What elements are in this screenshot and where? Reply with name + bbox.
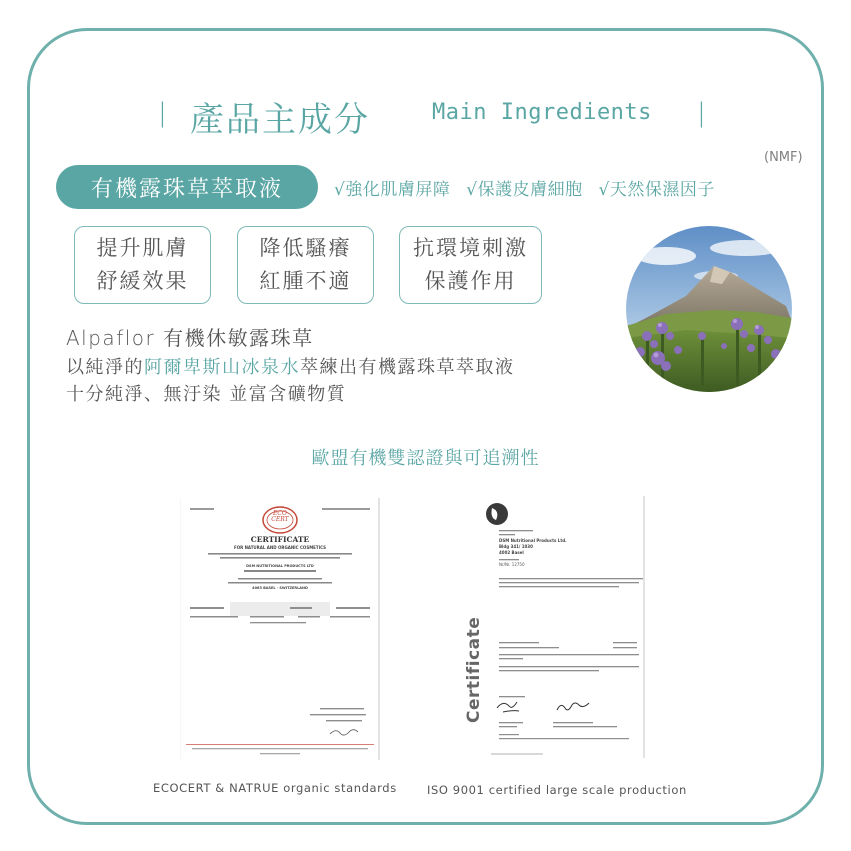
plant-description <box>66 354 515 408</box>
effect-box <box>237 226 374 304</box>
effect-box-line: 抗環境刺激 <box>413 236 528 260</box>
benefit-item: √天然保濕因子 <box>598 180 715 200</box>
caption-left: ECOCERT & NATRUE organic standards <box>153 781 397 795</box>
effect-box <box>399 226 542 304</box>
effect-box-line: 舒緩效果 <box>96 269 189 293</box>
benefit-item: √保護皮膚細胞 <box>466 180 583 200</box>
caption-right: ISO 9001 certified large scale production <box>427 783 687 797</box>
certificate-city: 4063 BASEL · SWITZERLAND <box>252 586 308 590</box>
ingredient-pill: 有機露珠草萃取液 <box>56 165 318 209</box>
description-line-2: 十分純淨、無汙染 並富含礦物質 <box>66 384 347 405</box>
plant-name: Alpaflor 有機休敏露珠草 <box>66 326 314 350</box>
alpine-flower-photo <box>626 226 792 392</box>
certificate-title: CERTIFICATE <box>250 535 310 544</box>
title-separator-left: | <box>158 98 167 128</box>
effect-box-line: 降低騷癢 <box>259 236 352 260</box>
nmf-label: (NMF) <box>764 150 803 165</box>
page-title-en: Main Ingredients <box>432 100 652 125</box>
title-separator-right: | <box>697 98 706 128</box>
ecocert-certificate-document <box>180 498 380 760</box>
effect-box-line: 紅腫不適 <box>259 269 352 293</box>
natrue-company: DSM Nutritional Products Ltd. <box>499 538 567 543</box>
page-title-zh: 產品主成分 <box>190 100 370 140</box>
ecocert-logo-text: ECO CERT <box>271 510 289 523</box>
benefit-item: √強化肌膚屏障 <box>334 180 451 200</box>
natrue-address-1: Bldg 341/ 1030 <box>499 544 533 549</box>
benefits-list <box>334 175 725 200</box>
description-line-1: 以純淨的阿爾卑斯山冰泉水萃練出有機露珠草萃取液 <box>66 357 515 378</box>
effect-box <box>74 226 211 304</box>
natrue-number: Nr/Nr. 12750 <box>499 562 525 567</box>
page-frame <box>27 28 824 825</box>
certificate-vertical-text: Certificate <box>464 616 484 723</box>
highlight-text: 阿爾卑斯山冰泉水 <box>144 357 300 378</box>
certificate-company: DSM NUTRITIONAL PRODUCTS LTD <box>246 564 314 568</box>
certification-heading: 歐盟有機雙認證與可追溯性 <box>311 448 540 469</box>
natrue-certificate-document <box>463 496 645 758</box>
natrue-address-2: 4002 Basel <box>499 550 524 555</box>
effect-box-line: 保護作用 <box>424 269 517 293</box>
certificate-subtitle: FOR NATURAL AND ORGANIC COSMETICS <box>233 545 327 550</box>
effect-box-line: 提升肌膚 <box>96 236 189 260</box>
